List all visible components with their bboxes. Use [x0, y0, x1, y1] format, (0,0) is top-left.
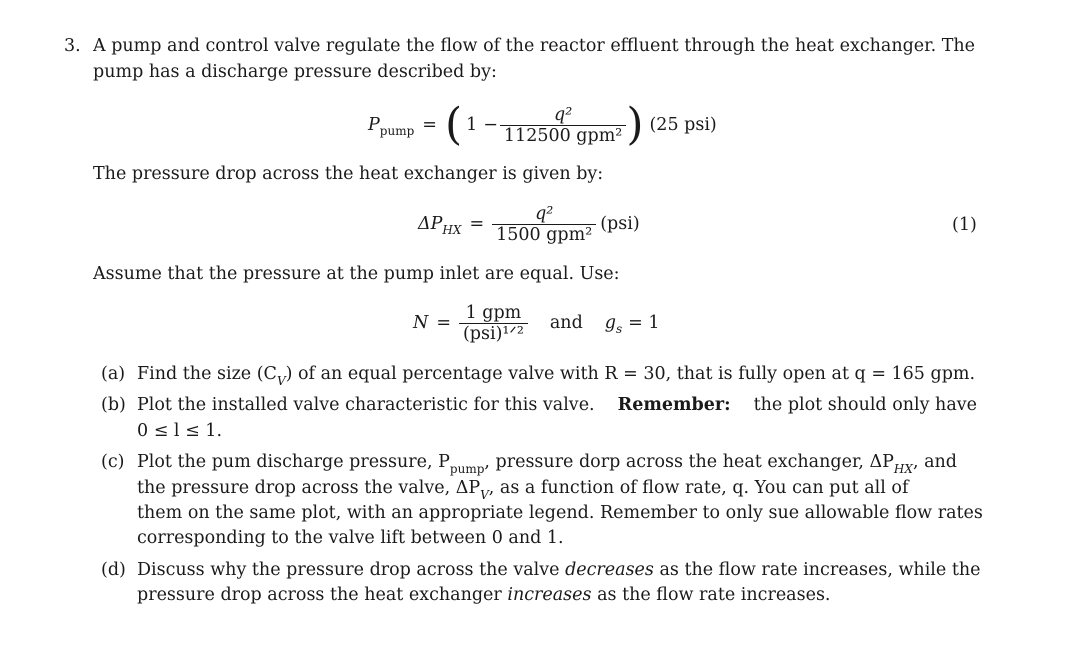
part-d-l2b: as the flow rate increases.	[597, 585, 831, 605]
part-c-line-4: corresponding to the valve lift between 0 and 1.	[137, 528, 564, 548]
n-denominator: (psi)¹ᐟ²	[459, 323, 528, 344]
hx-denominator: 1500 gpm²	[492, 224, 596, 245]
pump-fraction	[500, 105, 626, 146]
pump-equals: =	[422, 115, 437, 135]
part-c-l1-sub2: HX	[893, 462, 913, 476]
part-d-line-1	[137, 560, 980, 580]
part-c-l1a: Plot the pum discharge pressure, P	[137, 452, 450, 472]
gs-value: = 1	[628, 313, 660, 333]
gs-sub: s	[615, 322, 623, 336]
part-d-line-2	[137, 585, 831, 605]
intro-line-1: A pump and control valve regulate the flow of the reactor effluent through the heat exchanger. The	[93, 36, 976, 56]
part-a-label: (a)	[101, 364, 126, 384]
hx-units: (psi)	[600, 214, 640, 234]
n-fraction	[459, 303, 528, 344]
part-b-line-1	[137, 395, 977, 415]
right-paren: )	[626, 99, 644, 150]
part-d-l1-em: decreases	[565, 560, 654, 580]
pump-lhs-sub: pump	[379, 124, 415, 138]
part-b-post: the plot should only have	[753, 395, 977, 415]
n-and: and	[549, 313, 583, 333]
pump-denominator: 112500 gpm²	[500, 125, 626, 146]
intro-line-2: pump has a discharge pressure described by:	[93, 62, 497, 82]
part-c-l2-sub: V	[480, 488, 489, 502]
part-c-l2b: , as a function of flow rate, q. You can put all of	[488, 478, 909, 498]
hx-equation	[418, 198, 640, 250]
part-c-l1b: , pressure dorp across the heat exchanger, ΔP	[484, 452, 894, 472]
pump-units: (25 psi)	[649, 115, 717, 135]
n-equation	[413, 296, 660, 350]
hx-lhs: ΔP	[418, 214, 443, 234]
n-equals: =	[436, 313, 451, 333]
part-c-line-2	[137, 478, 909, 502]
problem-number: 3.	[64, 36, 81, 56]
part-b-bold: Remember:	[617, 395, 731, 415]
part-c-line-3: them on the same plot, with an appropriate legend. Remember to only sue allowable flow rates	[137, 503, 983, 523]
n-lhs: N	[413, 313, 429, 333]
part-a-text	[137, 364, 976, 388]
part-c-label: (c)	[101, 452, 125, 472]
left-paren: (	[444, 99, 463, 150]
part-a-sub: V	[276, 374, 286, 388]
hx-numerator: q²	[535, 203, 554, 224]
hx-equals: =	[469, 214, 485, 234]
part-b-label: (b)	[101, 395, 126, 415]
part-d-l1a: Discuss why the pressure drop across the valve	[137, 560, 560, 580]
part-c-l2a: the pressure drop across the valve, ΔP	[137, 478, 481, 498]
pump-equation	[368, 92, 717, 158]
part-c-line-1	[137, 452, 957, 476]
part-d-l2a: pressure drop across the heat exchanger	[137, 585, 502, 605]
hx-lhs-sub: HX	[442, 223, 462, 237]
part-d-label: (d)	[101, 560, 126, 580]
part-b-pre: Plot the installed valve characteristic for this valve.	[137, 395, 595, 415]
part-a-line-1: Find the size (C	[137, 364, 277, 384]
pump-lhs: P	[368, 115, 380, 135]
part-d-l1b: as the flow rate increases, while the	[659, 560, 981, 580]
pump-minus: −	[483, 115, 498, 135]
equation-number: (1)	[952, 215, 977, 235]
part-b-line-2: 0 ≤ l ≤ 1.	[137, 421, 223, 441]
part-c-l1-sub: pump	[449, 462, 485, 476]
part-d-l2-em: increases	[507, 585, 592, 605]
pump-numerator: q²	[554, 104, 573, 125]
assume-text: Assume that the pressure at the pump inlet are equal. Use:	[93, 264, 620, 284]
gs-symbol: g	[604, 313, 616, 333]
part-c-l1c: , and	[912, 452, 957, 472]
pump-one: 1	[466, 115, 478, 135]
part-a-line-2: ) of an equal percentage valve with R = 30, that is fully open at q = 165 gpm.	[285, 364, 976, 384]
n-numerator: 1 gpm	[465, 302, 522, 323]
hx-fraction	[492, 204, 596, 245]
hx-intro: The pressure drop across the heat exchanger is given by:	[93, 164, 604, 184]
